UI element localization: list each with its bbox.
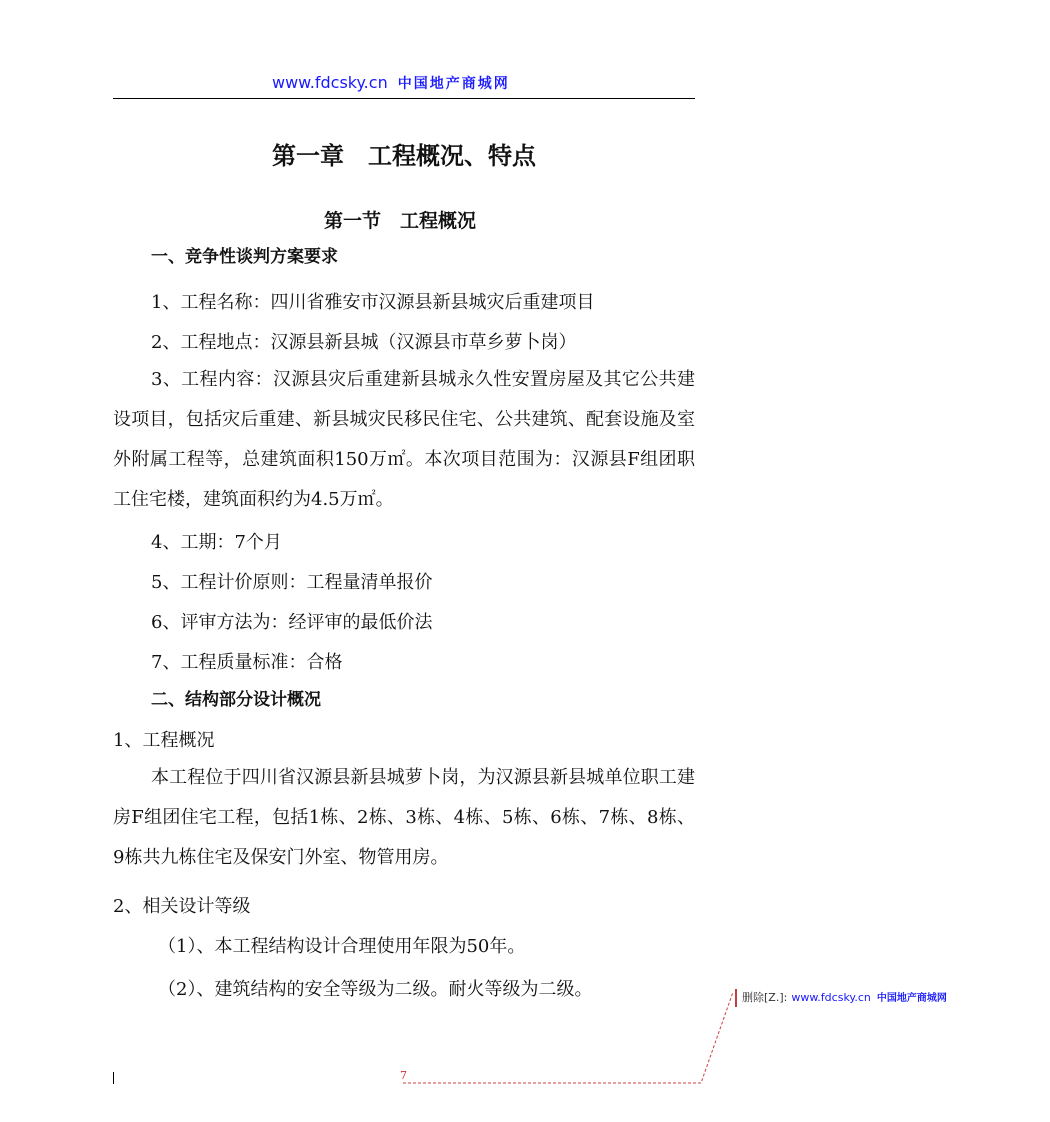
heading-2: 二、结构部分设计概况 bbox=[151, 690, 321, 710]
design-item-2: （2）、建筑结构的安全等级为二级。耐火等级为二级。 bbox=[158, 979, 593, 1000]
overview-paragraph: 本工程位于四川省汉源县新县城萝卜岗，为汉源县新县城单位职工建房F组团住宅工程，包括1栋、2栋、3栋、4栋、5栋、6栋、7栋、8栋、9栋共九栋住宅及保安门外室、物管用房。 bbox=[113, 767, 695, 868]
item-2: 2、工程地点：汉源县新县城（汉源县市草乡萝卜岗） bbox=[151, 332, 577, 353]
item-5: 5、工程计价原则：工程量清单报价 bbox=[151, 572, 433, 593]
subheading-1: 1、工程概况 bbox=[113, 730, 215, 751]
section-title: 第一节 工程概况 bbox=[323, 210, 476, 232]
heading-1: 一、竞争性谈判方案要求 bbox=[151, 247, 338, 267]
revision-site: 中国地产商城网 bbox=[876, 993, 947, 1004]
item-4: 4、工期：7个月 bbox=[151, 532, 282, 553]
header-site: 中国地产商城网 bbox=[397, 76, 510, 92]
revision-label: 删除[Z.]: bbox=[742, 991, 788, 1004]
item-7: 7、工程质量标准：合格 bbox=[151, 652, 343, 673]
margin-mark bbox=[113, 1072, 114, 1084]
item-1: 1、工程名称：四川省雅安市汉源县新县城灾后重建项目 bbox=[151, 292, 595, 313]
revision-url: www.fdcsky.cn bbox=[791, 991, 871, 1004]
revision-marker: 7 bbox=[400, 1069, 407, 1082]
subheading-2: 2、相关设计等级 bbox=[113, 896, 251, 917]
chapter-title: 第一章 工程概况、特点 bbox=[272, 142, 536, 170]
item-3: 3、工程内容：汉源县灾后重建新县城永久性安置房屋及其它公共建设项目，包括灾后重建、新县城灾民移民住宅、公共建筑、配套设施及室外附属工程等，总建筑面积150万㎡。本次项目范围为：汉源县F组团职工住宅楼，建筑面积约为4.5万㎡。 bbox=[113, 369, 695, 510]
item-6: 6、评审方法为：经评审的最低价法 bbox=[151, 612, 433, 633]
header-url[interactable]: www.fdcsky.cn bbox=[272, 73, 388, 92]
design-item-1: （1）、本工程结构设计合理使用年限为50年。 bbox=[158, 936, 526, 957]
